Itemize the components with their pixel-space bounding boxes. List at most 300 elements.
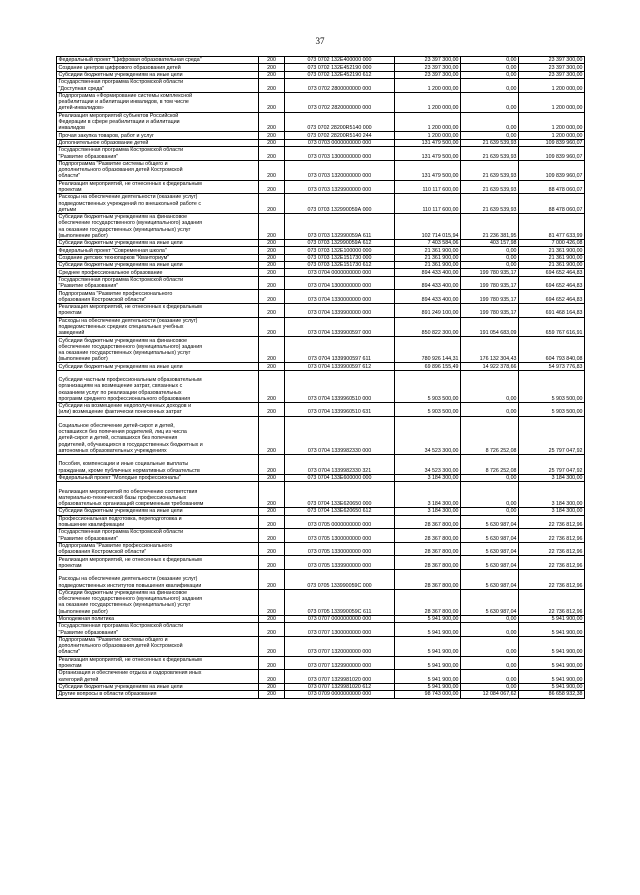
row-ved-code: 200 <box>259 239 285 246</box>
row-executed-amount: 5 630 987,04 <box>461 529 519 543</box>
row-classification-code: 073 0704 133E620650 612 <box>285 508 395 515</box>
row-name: Субсидии бюджетным учреждениям на финансовое обеспечение государственного (муниципального) задания на оказание государственных (муниципальных) услуг (выполнение работ) <box>57 213 259 239</box>
row-executed-amount: 199 780 935,17 <box>461 269 519 276</box>
row-name: Расходы на обеспечение деятельности (оказание услуг) подведомственных учреждений по внешкольной работе с детьми <box>57 194 259 214</box>
row-executed-amount: 0,00 <box>461 370 519 402</box>
row-approved-amount: 5 941 900,00 <box>395 670 461 684</box>
row-classification-code: 073 0702 28200R5140 244 <box>285 132 395 139</box>
row-name: Создание центров цифрового образования детей <box>57 64 259 71</box>
row-approved-amount: 5 941 900,00 <box>395 623 461 637</box>
row-name: Подпрограмма "Развитие системы общего и дополнительного образования детей Костромской области" <box>57 636 259 656</box>
row-ved-code: 200 <box>259 569 285 589</box>
row-approved-amount: 894 433 400,00 <box>395 269 461 276</box>
row-remaining-amount: 5 903 500,00 <box>519 370 585 402</box>
row-approved-amount: 131 479 500,00 <box>395 160 461 180</box>
row-executed-amount: 0,00 <box>461 254 519 261</box>
table-row <box>57 403 585 417</box>
row-ved-code: 200 <box>259 416 285 454</box>
row-ved-code: 200 <box>259 656 285 670</box>
row-name: Организация и обеспечение отдыха и оздоровления иных категорий детей <box>57 670 259 684</box>
row-ved-code: 200 <box>259 247 285 254</box>
row-ved-code: 200 <box>259 589 285 615</box>
row-ved-code: 200 <box>259 683 285 690</box>
row-remaining-amount: 3 184 300,00 <box>519 508 585 515</box>
row-remaining-amount: 7 000 426,08 <box>519 239 585 246</box>
row-ved-code: 200 <box>259 615 285 622</box>
row-approved-amount: 1 200 000,00 <box>395 79 461 93</box>
row-name: Государственная программа Костромской области "Развитие образования" <box>57 276 259 290</box>
row-remaining-amount: 5 903 500,00 <box>519 403 585 417</box>
row-ved-code: 200 <box>259 57 285 64</box>
table-row <box>57 370 585 402</box>
row-executed-amount: 21 639 539,93 <box>461 180 519 194</box>
row-classification-code: 073 0703 132E100000 000 <box>285 247 395 254</box>
row-approved-amount: 28 367 800,00 <box>395 542 461 556</box>
row-ved-code: 200 <box>259 508 285 515</box>
row-classification-code: 073 0704 1339900597 611 <box>285 337 395 363</box>
row-ved-code: 200 <box>259 474 285 481</box>
table-row <box>57 290 585 304</box>
table-row <box>57 515 585 529</box>
row-executed-amount: 0,00 <box>461 112 519 132</box>
row-executed-amount: 403 157,98 <box>461 239 519 246</box>
row-remaining-amount: 109 839 960,07 <box>519 139 585 146</box>
row-ved-code: 200 <box>259 370 285 402</box>
row-remaining-amount: 54 973 776,83 <box>519 363 585 370</box>
row-name: Государственная программа Костромской области "Доступная среда" <box>57 79 259 93</box>
row-approved-amount: 3 184 300,00 <box>395 482 461 508</box>
row-name: Дополнительное образование детей <box>57 139 259 146</box>
row-executed-amount: 21 236 381,95 <box>461 213 519 239</box>
row-approved-amount: 21 361 900,00 <box>395 262 461 269</box>
row-executed-amount: 0,00 <box>461 683 519 690</box>
row-classification-code: 073 0702 28200R5140 000 <box>285 112 395 132</box>
row-remaining-amount: 109 839 960,07 <box>519 160 585 180</box>
row-remaining-amount: 694 652 464,83 <box>519 276 585 290</box>
table-row <box>57 691 585 698</box>
row-approved-amount: 131 479 500,00 <box>395 147 461 161</box>
table-row <box>57 180 585 194</box>
row-name: Субсидии бюджетным учреждениям на иные цели <box>57 363 259 370</box>
row-name: Федеральный проект "Цифровая образовательная среда" <box>57 57 259 64</box>
row-approved-amount: 28 367 800,00 <box>395 556 461 570</box>
row-ved-code: 200 <box>259 269 285 276</box>
row-classification-code: 073 0705 133990059С 611 <box>285 589 395 615</box>
row-classification-code: 073 0703 1320000000 000 <box>285 160 395 180</box>
row-remaining-amount: 22 736 812,96 <box>519 515 585 529</box>
row-executed-amount: 0,00 <box>461 656 519 670</box>
row-ved-code: 200 <box>259 542 285 556</box>
row-name: Профессиональная подготовка, переподготовка и повышение квалификации <box>57 515 259 529</box>
row-executed-amount: 0,00 <box>461 508 519 515</box>
budget-table-body <box>57 57 585 699</box>
row-approved-amount: 131 479 500,00 <box>395 139 461 146</box>
row-name: Реализация мероприятий по обеспечению соответствия материально-технической базы профессиональных образовательных организаций современным требованиям <box>57 482 259 508</box>
row-ved-code: 200 <box>259 112 285 132</box>
row-ved-code: 200 <box>259 403 285 417</box>
row-classification-code: 073 0704 1339900597 612 <box>285 363 395 370</box>
row-name: Субсидии бюджетным учреждениям на иные цели <box>57 262 259 269</box>
row-ved-code: 200 <box>259 180 285 194</box>
row-executed-amount: 0,00 <box>461 79 519 93</box>
table-row <box>57 79 585 93</box>
table-row <box>57 247 585 254</box>
row-remaining-amount: 5 941 900,00 <box>519 656 585 670</box>
table-row <box>57 194 585 214</box>
row-name: Пособия, компенсации и иные социальные выплаты гражданам, кроме публичных нормативных обязательств <box>57 455 259 475</box>
row-classification-code: 073 0704 1330000000 000 <box>285 290 395 304</box>
row-ved-code: 200 <box>259 276 285 290</box>
row-classification-code: 073 0702 132E452190 000 <box>285 64 395 71</box>
table-row <box>57 636 585 656</box>
row-executed-amount: 199 780 935,17 <box>461 276 519 290</box>
row-executed-amount: 21 639 539,93 <box>461 139 519 146</box>
row-classification-code: 073 0702 132E400000 000 <box>285 57 395 64</box>
row-executed-amount: 199 780 935,17 <box>461 304 519 318</box>
row-ved-code: 200 <box>259 304 285 318</box>
row-name: Реализация мероприятий субъектов Российской Федерации в сфере реабилитации и абилитации инвалидов <box>57 112 259 132</box>
row-name: Субсидии бюджетным учреждениям на иные цели <box>57 239 259 246</box>
row-classification-code: 073 0709 0000000000 000 <box>285 691 395 698</box>
table-row <box>57 160 585 180</box>
row-remaining-amount: 691 468 164,83 <box>519 304 585 318</box>
row-remaining-amount: 694 652 464,83 <box>519 269 585 276</box>
row-classification-code: 073 0704 1339982330 000 <box>285 416 395 454</box>
row-executed-amount: 21 639 539,93 <box>461 160 519 180</box>
row-ved-code: 200 <box>259 132 285 139</box>
row-approved-amount: 98 743 000,00 <box>395 691 461 698</box>
row-name: Субсидии бюджетным учреждениям на иные цели <box>57 683 259 690</box>
row-ved-code: 200 <box>259 194 285 214</box>
row-approved-amount: 1 200 000,00 <box>395 92 461 112</box>
row-name: Реализация мероприятий, не отнесенных к федеральным проектам <box>57 556 259 570</box>
row-remaining-amount: 21 361 900,00 <box>519 247 585 254</box>
row-name: Социальное обеспечение детей-сирот и детей, оставшихся без попечения родителей, лиц из числа детей-сирот и детей, оставшихся без попечения родителей, обучающихся в государственных бюджетных и автономных образовательных учреждениях <box>57 416 259 454</box>
row-ved-code: 200 <box>259 363 285 370</box>
row-name: Другие вопросы в области образования <box>57 691 259 698</box>
row-name: Субсидии бюджетным учреждениям на иные цели <box>57 71 259 78</box>
row-name: Реализация мероприятий, не отнесенных к федеральным проектам <box>57 304 259 318</box>
row-ved-code: 200 <box>259 262 285 269</box>
table-row <box>57 556 585 570</box>
row-remaining-amount: 5 941 900,00 <box>519 615 585 622</box>
row-classification-code: 073 0702 2820000000 000 <box>285 92 395 112</box>
row-executed-amount: 0,00 <box>461 482 519 508</box>
row-approved-amount: 5 941 900,00 <box>395 615 461 622</box>
row-approved-amount: 850 822 300,00 <box>395 317 461 337</box>
row-classification-code: 073 0704 133E600000 000 <box>285 474 395 481</box>
row-classification-code: 073 0702 132E452190 612 <box>285 71 395 78</box>
row-approved-amount: 28 367 800,00 <box>395 569 461 589</box>
row-ved-code: 200 <box>259 691 285 698</box>
row-approved-amount: 894 433 400,00 <box>395 290 461 304</box>
row-approved-amount: 3 184 300,00 <box>395 474 461 481</box>
table-row <box>57 112 585 132</box>
table-row <box>57 683 585 690</box>
table-row <box>57 589 585 615</box>
row-classification-code: 073 0703 1300000000 000 <box>285 147 395 161</box>
row-remaining-amount: 3 184 300,00 <box>519 482 585 508</box>
row-executed-amount: 21 639 539,93 <box>461 194 519 214</box>
row-executed-amount: 5 630 987,04 <box>461 556 519 570</box>
row-approved-amount: 3 184 300,00 <box>395 508 461 515</box>
row-executed-amount: 0,00 <box>461 670 519 684</box>
row-classification-code: 073 0707 1329900000 000 <box>285 656 395 670</box>
row-remaining-amount: 22 736 812,96 <box>519 569 585 589</box>
row-classification-code: 073 0704 1339900000 000 <box>285 304 395 318</box>
table-row <box>57 139 585 146</box>
table-row <box>57 542 585 556</box>
row-executed-amount: 191 054 683,09 <box>461 317 519 337</box>
table-row <box>57 276 585 290</box>
row-name: Расходы на обеспечение деятельности (оказание услуг) подведомственных институтов повышения квалификации <box>57 569 259 589</box>
row-remaining-amount: 23 397 300,00 <box>519 71 585 78</box>
row-classification-code: 073 0705 1330000000 000 <box>285 542 395 556</box>
table-row <box>57 213 585 239</box>
row-ved-code: 200 <box>259 139 285 146</box>
row-ved-code: 200 <box>259 71 285 78</box>
row-approved-amount: 5 903 500,00 <box>395 370 461 402</box>
row-remaining-amount: 3 184 300,00 <box>519 474 585 481</box>
table-row <box>57 147 585 161</box>
row-ved-code: 200 <box>259 64 285 71</box>
row-name: Субсидии бюджетным учреждениям на финансовое обеспечение государственного (муниципального) задания на оказание государственных (муниципальных) услуг (выполнение работ) <box>57 589 259 615</box>
row-ved-code: 200 <box>259 529 285 543</box>
row-ved-code: 200 <box>259 670 285 684</box>
table-row <box>57 363 585 370</box>
row-classification-code: 073 0705 1339900000 000 <box>285 556 395 570</box>
row-executed-amount: 0,00 <box>461 623 519 637</box>
row-executed-amount: 12 084 067,62 <box>461 691 519 698</box>
row-approved-amount: 1 200 000,00 <box>395 112 461 132</box>
row-ved-code: 200 <box>259 556 285 570</box>
row-remaining-amount: 81 477 633,99 <box>519 213 585 239</box>
table-row <box>57 337 585 363</box>
table-row <box>57 529 585 543</box>
row-classification-code: 073 0704 1339900597 000 <box>285 317 395 337</box>
row-name: Подпрограмма "Развитие системы общего и дополнительного образования детей Костромской области" <box>57 160 259 180</box>
table-row <box>57 262 585 269</box>
row-approved-amount: 34 523 300,00 <box>395 455 461 475</box>
row-ved-code: 200 <box>259 79 285 93</box>
row-executed-amount: 5 630 987,04 <box>461 542 519 556</box>
row-remaining-amount: 23 397 300,00 <box>519 64 585 71</box>
row-remaining-amount: 25 797 047,92 <box>519 455 585 475</box>
row-approved-amount: 891 249 100,00 <box>395 304 461 318</box>
row-remaining-amount: 25 797 047,92 <box>519 416 585 454</box>
row-remaining-amount: 5 941 900,00 <box>519 636 585 656</box>
table-row <box>57 254 585 261</box>
row-name: Субсидии на возмещение недополученных доходов и (или) возмещение фактически понесенных затрат <box>57 403 259 417</box>
table-row <box>57 317 585 337</box>
row-executed-amount: 0,00 <box>461 64 519 71</box>
row-executed-amount: 176 132 304,43 <box>461 337 519 363</box>
row-name: Реализация мероприятий, не отнесенных к федеральным проектам <box>57 180 259 194</box>
row-classification-code: 073 0704 1339982330 321 <box>285 455 395 475</box>
row-remaining-amount: 22 736 812,96 <box>519 589 585 615</box>
row-classification-code: 073 0707 0000000000 000 <box>285 615 395 622</box>
row-name: Государственная программа Костромской области "Развитие образования" <box>57 529 259 543</box>
row-executed-amount: 0,00 <box>461 636 519 656</box>
table-row <box>57 239 585 246</box>
row-classification-code: 073 0707 1300000000 000 <box>285 623 395 637</box>
row-ved-code: 200 <box>259 254 285 261</box>
row-approved-amount: 5 941 900,00 <box>395 636 461 656</box>
table-row <box>57 569 585 589</box>
table-row <box>57 623 585 637</box>
row-classification-code: 073 0707 1329981020 000 <box>285 670 395 684</box>
row-classification-code: 073 0703 132E151730 000 <box>285 254 395 261</box>
table-row <box>57 656 585 670</box>
row-executed-amount: 8 726 252,08 <box>461 455 519 475</box>
row-name: Государственная программа Костромской области "Развитие образования" <box>57 147 259 161</box>
table-row <box>57 132 585 139</box>
row-approved-amount: 780 926 144,31 <box>395 337 461 363</box>
row-executed-amount: 0,00 <box>461 247 519 254</box>
row-name: Создание детских технопарков "Кванториум" <box>57 254 259 261</box>
row-classification-code: 073 0702 2800000000 000 <box>285 79 395 93</box>
row-approved-amount: 21 361 900,00 <box>395 247 461 254</box>
row-classification-code: 073 0703 132990059А 611 <box>285 213 395 239</box>
row-approved-amount: 28 367 800,00 <box>395 515 461 529</box>
table-row <box>57 416 585 454</box>
row-executed-amount: 0,00 <box>461 615 519 622</box>
row-executed-amount: 8 726 252,08 <box>461 416 519 454</box>
row-remaining-amount: 21 361 900,00 <box>519 262 585 269</box>
row-approved-amount: 102 714 015,94 <box>395 213 461 239</box>
row-executed-amount: 5 630 987,04 <box>461 589 519 615</box>
row-classification-code: 073 0703 0000000000 000 <box>285 139 395 146</box>
row-approved-amount: 28 367 800,00 <box>395 589 461 615</box>
row-executed-amount: 199 780 935,17 <box>461 290 519 304</box>
row-executed-amount: 0,00 <box>461 132 519 139</box>
row-executed-amount: 14 922 378,66 <box>461 363 519 370</box>
row-remaining-amount: 5 941 900,00 <box>519 623 585 637</box>
row-classification-code: 073 0707 1320000000 000 <box>285 636 395 656</box>
row-ved-code: 200 <box>259 213 285 239</box>
row-executed-amount: 5 630 987,04 <box>461 515 519 529</box>
page-number: 37 <box>315 36 325 46</box>
row-name: Подпрограмма "Развитие профессионального образования Костромской области" <box>57 290 259 304</box>
row-classification-code: 073 0703 132E151730 612 <box>285 262 395 269</box>
row-executed-amount: 0,00 <box>461 262 519 269</box>
row-name: Федеральный проект "Современная школа" <box>57 247 259 254</box>
table-row <box>57 64 585 71</box>
table-row <box>57 57 585 64</box>
table-row <box>57 482 585 508</box>
row-executed-amount: 0,00 <box>461 71 519 78</box>
row-name: Субсидии частным профессиональным образовательным организациям на возмещение затрат, связанных с оказанием услуг по реализации образовательных программ среднего профессионального образования <box>57 370 259 402</box>
row-remaining-amount: 1 200 000,00 <box>519 79 585 93</box>
row-classification-code: 073 0705 1300000000 000 <box>285 529 395 543</box>
row-remaining-amount: 694 652 464,83 <box>519 290 585 304</box>
table-row <box>57 71 585 78</box>
row-remaining-amount: 22 736 812,96 <box>519 529 585 543</box>
row-classification-code: 073 0703 1329900000 000 <box>285 180 395 194</box>
row-classification-code: 073 0704 0000000000 000 <box>285 269 395 276</box>
row-approved-amount: 5 941 900,00 <box>395 656 461 670</box>
row-ved-code: 200 <box>259 317 285 337</box>
row-approved-amount: 110 117 600,00 <box>395 194 461 214</box>
row-remaining-amount: 23 397 300,00 <box>519 57 585 64</box>
row-ved-code: 200 <box>259 515 285 529</box>
row-executed-amount: 0,00 <box>461 92 519 112</box>
row-remaining-amount: 22 736 812,96 <box>519 556 585 570</box>
row-approved-amount: 28 367 800,00 <box>395 529 461 543</box>
row-approved-amount: 894 433 400,00 <box>395 276 461 290</box>
table-row <box>57 304 585 318</box>
row-approved-amount: 21 361 900,00 <box>395 254 461 261</box>
row-remaining-amount: 604 793 840,08 <box>519 337 585 363</box>
row-name: Прочая закупка товаров, работ и услуг <box>57 132 259 139</box>
row-ved-code: 200 <box>259 482 285 508</box>
row-approved-amount: 1 200 000,00 <box>395 132 461 139</box>
row-approved-amount: 23 397 300,00 <box>395 57 461 64</box>
row-name: Молодежная политика <box>57 615 259 622</box>
row-ved-code: 200 <box>259 455 285 475</box>
row-name: Реализация мероприятий, не отнесенных к федеральным проектам <box>57 656 259 670</box>
table-row <box>57 455 585 475</box>
row-approved-amount: 7 403 584,06 <box>395 239 461 246</box>
row-executed-amount: 0,00 <box>461 403 519 417</box>
table-row <box>57 92 585 112</box>
row-name: Государственная программа Костромской области "Развитие образования" <box>57 623 259 637</box>
table-row <box>57 269 585 276</box>
row-approved-amount: 23 397 300,00 <box>395 64 461 71</box>
row-remaining-amount: 88 478 060,07 <box>519 180 585 194</box>
budget-table <box>56 56 585 699</box>
row-classification-code: 073 0707 1329981020 612 <box>285 683 395 690</box>
row-remaining-amount: 88 478 060,07 <box>519 194 585 214</box>
row-ved-code: 200 <box>259 147 285 161</box>
table-row <box>57 508 585 515</box>
row-remaining-amount: 5 941 900,00 <box>519 670 585 684</box>
row-remaining-amount: 659 767 616,91 <box>519 317 585 337</box>
row-remaining-amount: 21 361 900,00 <box>519 254 585 261</box>
row-remaining-amount: 1 200 000,00 <box>519 112 585 132</box>
row-remaining-amount: 109 839 960,07 <box>519 147 585 161</box>
row-ved-code: 200 <box>259 92 285 112</box>
row-classification-code: 073 0704 133E620650 000 <box>285 482 395 508</box>
row-ved-code: 200 <box>259 623 285 637</box>
row-executed-amount: 21 639 539,93 <box>461 147 519 161</box>
row-ved-code: 200 <box>259 337 285 363</box>
row-ved-code: 200 <box>259 160 285 180</box>
table-row <box>57 474 585 481</box>
row-name: Подпрограмма "Развитие профессионального образования Костромской области" <box>57 542 259 556</box>
row-remaining-amount: 1 200 000,00 <box>519 132 585 139</box>
row-remaining-amount: 5 941 900,00 <box>519 683 585 690</box>
row-ved-code: 200 <box>259 290 285 304</box>
row-executed-amount: 5 630 987,04 <box>461 569 519 589</box>
table-row <box>57 670 585 684</box>
row-name: Федеральный проект "Молодые профессионалы" <box>57 474 259 481</box>
row-name: Среднее профессиональное образование <box>57 269 259 276</box>
row-classification-code: 073 0704 1339960510 631 <box>285 403 395 417</box>
row-name: Расходы на обеспечение деятельности (оказание услуг) подведомственных средних специальных учебных заведений <box>57 317 259 337</box>
row-approved-amount: 23 397 300,00 <box>395 71 461 78</box>
row-classification-code: 073 0703 132990059А 612 <box>285 239 395 246</box>
row-ved-code: 200 <box>259 636 285 656</box>
row-approved-amount: 5 941 900,00 <box>395 683 461 690</box>
row-executed-amount: 0,00 <box>461 57 519 64</box>
row-remaining-amount: 1 200 000,00 <box>519 92 585 112</box>
row-approved-amount: 69 896 155,49 <box>395 363 461 370</box>
row-approved-amount: 5 903 500,00 <box>395 403 461 417</box>
table-row <box>57 615 585 622</box>
row-classification-code: 073 0704 1300000000 000 <box>285 276 395 290</box>
row-classification-code: 073 0705 133990059С 000 <box>285 569 395 589</box>
